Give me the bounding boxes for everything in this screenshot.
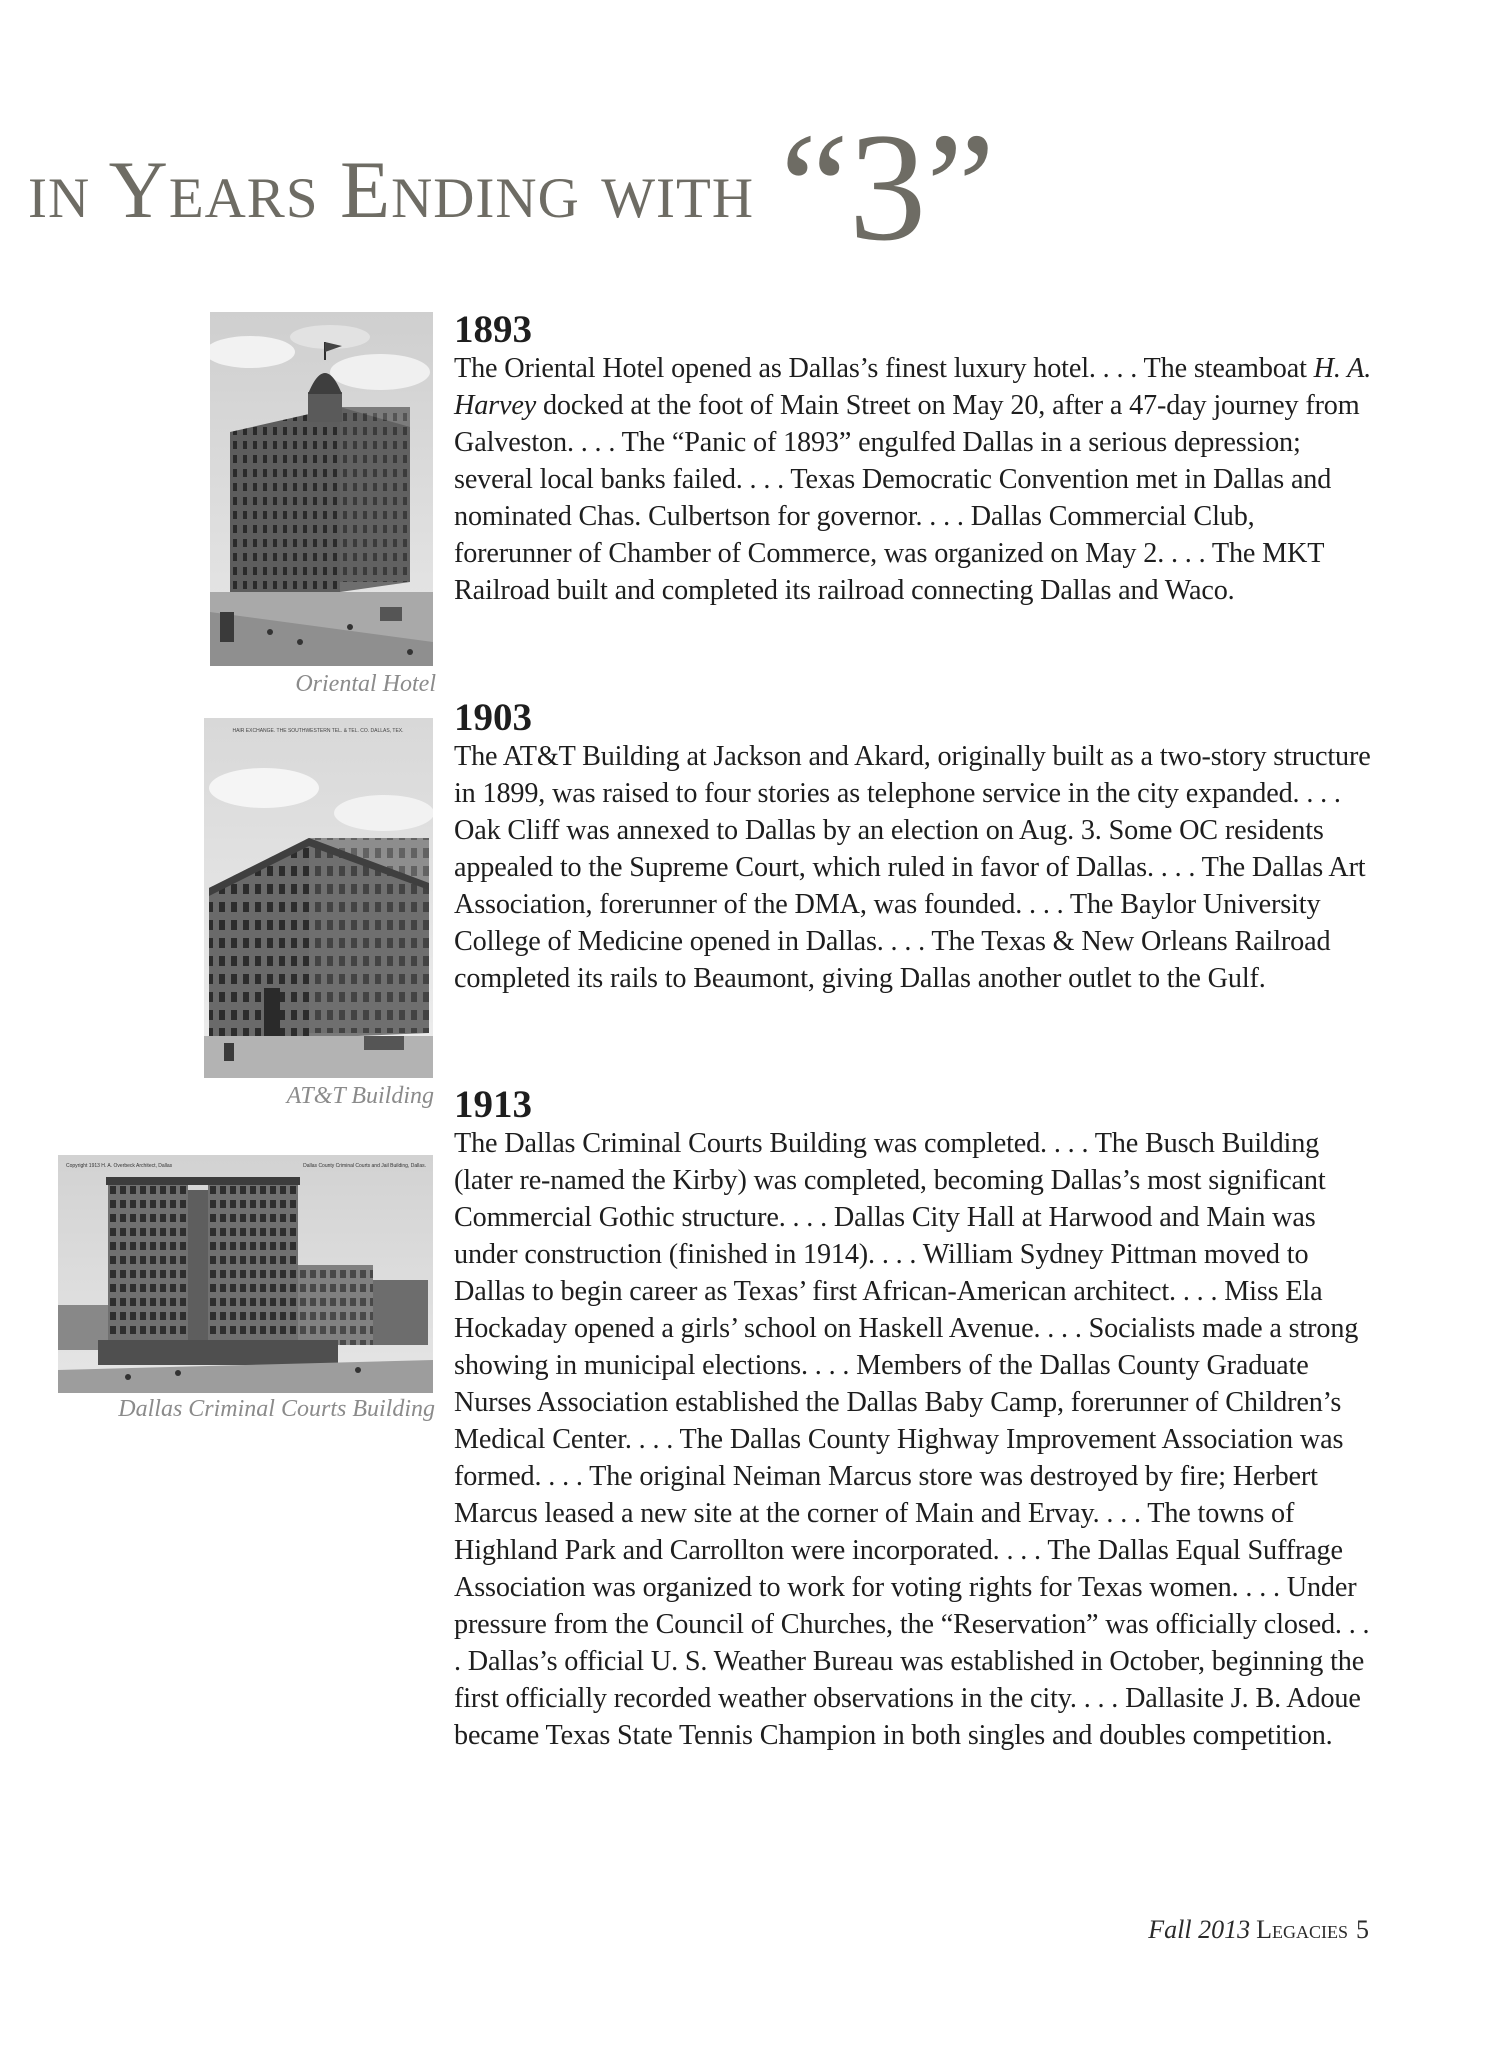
entry-text (454, 350, 1374, 609)
page-title (28, 101, 996, 273)
title-numeral: “3” (780, 101, 996, 273)
entry-1893 (454, 310, 1374, 609)
entry-text-end: docked at the foot of Main Street on May 20, after a 47-day journey from Galveston. . . . The “Panic of 1893” engulfed Dallas in a serious depression; several local banks failed. . . . Texas Democratic Convention met in Dallas and nominated Chas. Culbertson for governor. . . . Dallas Commercial Club, forerunner of Chamber of Commerce, was organized on May 2. . . . The MKT Railroad built and completed its railroad connecting Dallas and Waco. (454, 390, 1360, 606)
entry-1903 (454, 698, 1374, 997)
title-text: in Years Ending with (28, 144, 755, 235)
courts-photo-inset-right: Dallas County Criminal Courts and Jail Building, Dallas. (303, 1163, 426, 1169)
criminal-courts-photo (58, 1155, 433, 1393)
oriental-hotel-photo (210, 312, 433, 666)
entry-year: 1893 (454, 308, 532, 351)
ship-name: H. A. Harvey (454, 353, 1372, 421)
courts-photo-inset-left: Copyright 1913 H. A. Overbeck Architect, Dallas (66, 1163, 173, 1169)
footer-season: Fall 2013 (1148, 1915, 1251, 1944)
photo-caption-oriental-hotel: Oriental Hotel (295, 671, 436, 697)
entry-text: The Dallas Criminal Courts Building was completed. . . . The Busch Building (later re-named the Kirby) was completed, becoming Dallas’s most significant Commercial Gothic structure. . . . Dallas City Hall at Harwood and Main was under construction (finished in 1914). . . . William Sydney Pittman moved to Dallas to begin career as Texas’ first African-American architect. . . . Miss Ela Hockaday opened a girls’ school on Haskell Avenue. . . . Socialists made a strong showing in municipal elections. . . . Members of the Dallas County Graduate Nurses Association established the Dallas Baby Camp, forerunner of Children’s Medical Center. . . . The Dallas County Highway Improvement Association was formed. . . . The original Neiman Marcus store was destroyed by fire; Herbert Marcus leased a new site at the corner of Main and Ervay. . . . The towns of Highland Park and Carrollton were incorporated. . . . The Dallas Equal Suffrage Association was organized to work for voting rights for Texas women. . . . Under pressure from the Council of Churches, the “Reservation” was officially closed. . . . Dallas’s official U. S. Weather Bureau was established in October, beginning the first officially recorded weather observations in the city. . . . Dallasite J. B. Adoue became Texas State Tennis Champion in both singles and doubles competition. (454, 1128, 1370, 1751)
photo-caption-criminal-courts: Dallas Criminal Courts Building (118, 1396, 435, 1422)
entry-year: 1913 (454, 1083, 532, 1126)
entry-1913 (454, 1085, 1374, 1754)
att-photo-inset-text: HAIR EXCHANGE. THE SOUTHWESTERN TEL. & TEL. CO. DALLAS, TEX. (232, 728, 404, 734)
entry-text-start: The Oriental Hotel opened as Dallas’s finest luxury hotel. . . . The steamboat (454, 353, 1314, 384)
page-number: 5 (1356, 1915, 1369, 1944)
att-building-photo (204, 718, 433, 1078)
page-footer (1148, 1915, 1369, 1945)
photo-caption-att-building: AT&T Building (286, 1083, 434, 1109)
footer-publication: Legacies (1256, 1915, 1348, 1944)
entry-year: 1903 (454, 696, 532, 739)
entry-text: The AT&T Building at Jackson and Akard, originally built as a two-story structure in 1899, was raised to four stories as telephone service in the city expanded. . . . Oak Cliff was annexed to Dallas by an election on Aug. 3. Some OC residents appealed to the Supreme Court, which ruled in favor of Dallas. . . . The Dallas Art Association, forerunner of the DMA, was founded. . . . The Baylor University College of Medicine opened in Dallas. . . . The Texas & New Orleans Railroad completed its rails to Beaumont, giving Dallas another outlet to the Gulf. (454, 741, 1371, 994)
